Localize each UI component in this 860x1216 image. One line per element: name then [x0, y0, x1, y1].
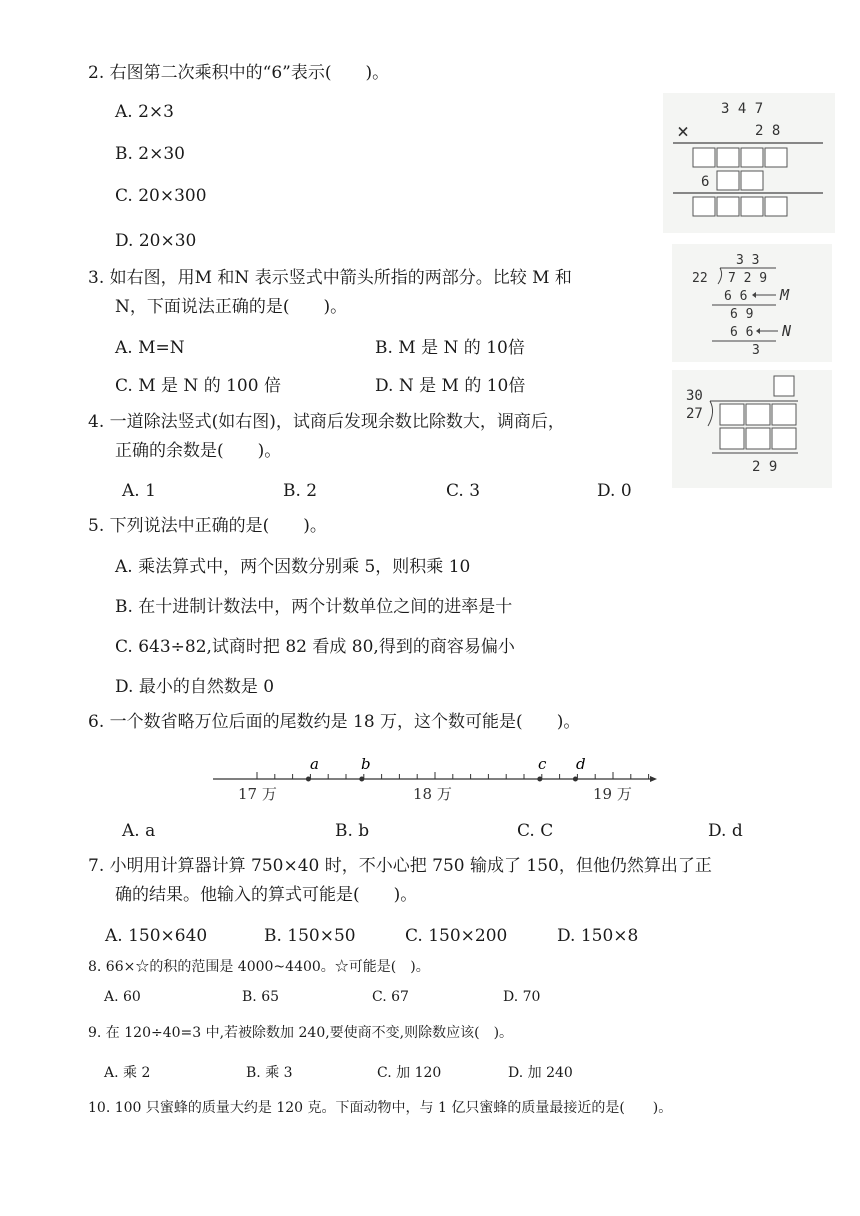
- q8-option-b[interactable]: B. 65: [242, 989, 280, 1005]
- q9-stem: 9. 在 120÷40=3 中,若被除数加 240,要使商不变,则除数应该( )。: [88, 1025, 514, 1041]
- q6-option-d[interactable]: D. d: [708, 821, 743, 841]
- division-divisor: 22: [692, 271, 708, 286]
- q3-option-b[interactable]: B. M 是 N 的 10倍: [375, 338, 525, 358]
- figure3-divisor: 27: [686, 406, 703, 422]
- m-row: 6 6: [724, 289, 748, 304]
- q5-option-a[interactable]: A. 乘法算式中，两个因数分别乘 5，则积乘 10: [115, 557, 471, 577]
- q8-option-c[interactable]: C. 67: [372, 989, 409, 1005]
- q6-number-line: [205, 752, 660, 804]
- figure3-remainder: 2 9: [752, 459, 778, 475]
- q3-stem-line2: N，下面说法正确的是( )。: [115, 297, 348, 317]
- n-label: N: [782, 322, 792, 340]
- q7-stem-line1: 7. 小明用计算器计算 750×40 时，不小心把 750 输成了 150，但他仍然算出了正: [88, 856, 712, 876]
- q7-stem-line2: 确的结果。他输入的算式可能是( )。: [115, 885, 418, 905]
- times-sign: ×: [677, 119, 690, 143]
- q2-option-d[interactable]: D. 20×30: [115, 231, 197, 251]
- q9-option-d[interactable]: D. 加 240: [508, 1065, 573, 1081]
- tick-label-17wan: 17 万: [238, 785, 277, 803]
- point-c-label: c: [538, 755, 547, 773]
- q3-stem-line1: 3. 如右图，用M 和N 表示竖式中箭头所指的两部分。比较 M 和: [88, 268, 572, 288]
- m-label: M: [780, 286, 790, 304]
- point-b-label: b: [361, 755, 371, 773]
- q5-option-b[interactable]: B. 在十进制计数法中，两个计数单位之间的进率是十: [115, 597, 513, 617]
- q10-stem: 10. 100 只蜜蜂的质量大约是 120 克。下面动物中，与 1 亿只蜜蜂的质量最接近的是( )。: [88, 1100, 673, 1116]
- q2-option-b[interactable]: B. 2×30: [115, 144, 185, 164]
- number-line-point: [360, 777, 364, 781]
- q7-option-a[interactable]: A. 150×640: [105, 926, 208, 946]
- number-line-point: [573, 777, 577, 781]
- q6-option-c[interactable]: C. C: [517, 821, 554, 841]
- q3-option-c[interactable]: C. M 是 N 的 100 倍: [115, 376, 281, 396]
- q6-option-b[interactable]: B. b: [335, 821, 370, 841]
- number-line-point: [306, 777, 310, 781]
- q6-option-a[interactable]: A. a: [122, 821, 156, 841]
- division-middle: 6 9: [730, 307, 754, 322]
- number-line-point: [538, 777, 542, 781]
- q7-option-b[interactable]: B. 150×50: [264, 926, 356, 946]
- q4-stem-line2: 正确的余数是( )。: [115, 441, 282, 461]
- division-dividend: 7 2 9: [728, 271, 768, 286]
- q9-option-c[interactable]: C. 加 120: [377, 1065, 442, 1081]
- q2-stem: 2. 右图第二次乘积中的“6”表示( )。: [88, 63, 390, 83]
- multiplicand: 3 4 7: [721, 101, 764, 117]
- division-remainder: 3: [752, 343, 760, 358]
- q3-option-a[interactable]: A. M=N: [115, 338, 185, 358]
- q5-option-d[interactable]: D. 最小的自然数是 0: [115, 677, 275, 697]
- q9-option-b[interactable]: B. 乘 3: [246, 1065, 293, 1081]
- partial-product-six: 6: [701, 174, 710, 190]
- q3-option-d[interactable]: D. N 是 M 的 10倍: [375, 376, 526, 396]
- q4-stem-line1: 4. 一道除法竖式(如右图)，试商后发现余数比除数大，调商后，: [88, 412, 565, 432]
- q4-option-a[interactable]: A. 1: [122, 481, 156, 501]
- division-mn-figure: [672, 244, 832, 362]
- q4-option-d[interactable]: D. 0: [597, 481, 632, 501]
- division-blanks-figure: [672, 370, 832, 488]
- q9-option-a[interactable]: A. 乘 2: [104, 1065, 151, 1081]
- q4-option-c[interactable]: C. 3: [446, 481, 481, 501]
- n-row: 6 6: [730, 325, 754, 340]
- figure3-top-number: 30: [686, 388, 703, 404]
- q8-stem: 8. 66×☆的积的范围是 4000~4400。☆可能是( )。: [88, 959, 430, 975]
- q5-stem: 5. 下列说法中正确的是( )。: [88, 516, 327, 536]
- point-d-label: d: [576, 755, 586, 773]
- point-a-label: a: [310, 755, 319, 773]
- tick-label-19wan: 19 万: [593, 785, 632, 803]
- q2-option-c[interactable]: C. 20×300: [115, 186, 207, 206]
- q2-option-a[interactable]: A. 2×3: [115, 102, 174, 122]
- q8-option-a[interactable]: A. 60: [104, 989, 141, 1005]
- q4-option-b[interactable]: B. 2: [283, 481, 318, 501]
- multiplier: 2 8: [755, 123, 781, 139]
- q7-option-d[interactable]: D. 150×8: [557, 926, 639, 946]
- tick-label-18wan: 18 万: [413, 785, 452, 803]
- division-quotient: 3 3: [736, 253, 760, 268]
- q7-option-c[interactable]: C. 150×200: [405, 926, 508, 946]
- q6-stem: 6. 一个数省略万位后面的尾数约是 18 万，这个数可能是( )。: [88, 712, 581, 732]
- multiplication-figure: [663, 93, 835, 233]
- q5-option-c[interactable]: C. 643÷82,试商时把 82 看成 80,得到的商容易偏小: [115, 637, 515, 657]
- q8-option-d[interactable]: D. 70: [503, 989, 541, 1005]
